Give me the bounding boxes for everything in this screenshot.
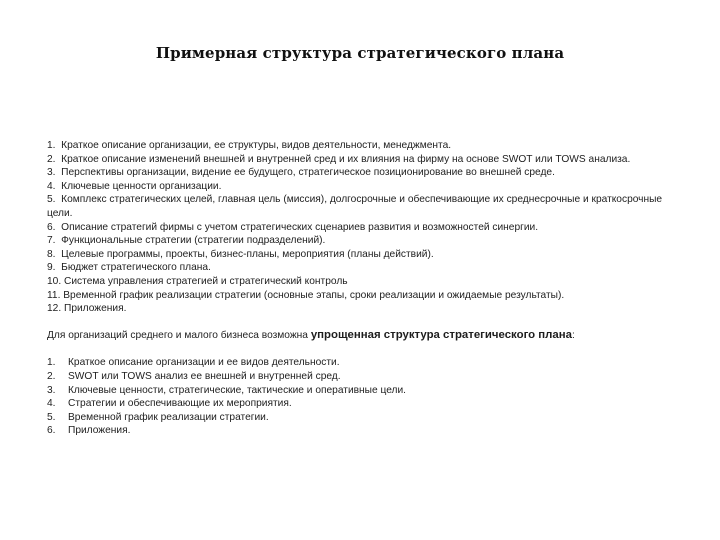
item-number: 2. bbox=[47, 153, 62, 165]
full-structure-list bbox=[47, 139, 677, 316]
item-number: 5. bbox=[47, 194, 62, 206]
item-number: 2. bbox=[47, 370, 56, 382]
list-item bbox=[47, 384, 677, 398]
list-item bbox=[47, 302, 677, 316]
list-item bbox=[47, 289, 677, 303]
item-text: Приложения. bbox=[68, 425, 131, 437]
list-item bbox=[47, 370, 677, 384]
slide-title: Примерная структура стратегического плана bbox=[155, 44, 565, 62]
item-number: 8. bbox=[47, 248, 62, 260]
item-text: Описание стратегий фирмы с учетом стратегических сценариев развития и возможностей синергии. bbox=[61, 221, 539, 233]
item-number: 9. bbox=[47, 262, 62, 274]
item-text: Краткое описание изменений внешней и внутренней сред и их влияния на фирму на основе SWOT или TOWS анализа. bbox=[61, 153, 631, 165]
item-text: Краткое описание организации, ее структуры, видов деятельности, менеджмента. bbox=[61, 140, 452, 151]
intro-suffix: : bbox=[571, 329, 575, 341]
item-text: Система управления стратегией и стратегический контроль bbox=[64, 275, 348, 287]
list-item bbox=[47, 221, 677, 235]
list-item bbox=[47, 234, 677, 248]
list-item bbox=[47, 424, 677, 438]
intro-emphasis: упрощенная структура стратегического плана bbox=[310, 328, 572, 341]
item-number: 1. bbox=[47, 140, 62, 151]
item-text: Краткое описание организации и ее видов деятельности. bbox=[68, 357, 340, 369]
item-number: 1. bbox=[47, 357, 56, 369]
item-number: 11. bbox=[47, 289, 64, 301]
list-item bbox=[47, 193, 677, 220]
item-number: 6. bbox=[47, 425, 56, 437]
list-item bbox=[47, 166, 677, 180]
item-number: 10. bbox=[47, 275, 64, 287]
list-item bbox=[47, 139, 677, 153]
item-number: 12. bbox=[47, 303, 64, 315]
intro-prefix: Для организаций среднего и малого бизнеса возможна bbox=[47, 329, 311, 341]
list-item bbox=[47, 153, 677, 167]
item-text: SWOT или TOWS анализ ее внешней и внутренней сред. bbox=[68, 370, 341, 382]
list-item bbox=[47, 261, 677, 275]
item-text: Перспективы организации, видение ее будущего, стратегическое позиционирование во внешней среде. bbox=[61, 167, 555, 179]
item-text: Ключевые ценности, стратегические, тактические и оперативные цели. bbox=[68, 384, 407, 396]
item-text: Бюджет стратегического плана. bbox=[61, 262, 211, 274]
list-item bbox=[47, 275, 677, 289]
list-item bbox=[47, 180, 677, 194]
item-text: Временной график реализации стратегии (основные этапы, сроки реализации и ожидаемые результаты). bbox=[63, 289, 565, 301]
list-item bbox=[47, 248, 677, 262]
item-number: 4. bbox=[47, 398, 56, 410]
simplified-structure-list bbox=[47, 356, 677, 438]
simplified-intro bbox=[47, 329, 677, 343]
item-text: Временной график реализации стратегии. bbox=[68, 411, 269, 423]
item-number: 5. bbox=[47, 411, 56, 423]
item-number: 4. bbox=[47, 180, 62, 192]
item-number: 3. bbox=[47, 167, 62, 179]
item-number: 6. bbox=[47, 221, 62, 233]
item-text: Стратегии и обеспечивающие их мероприятия. bbox=[68, 398, 292, 410]
item-text: Ключевые ценности организации. bbox=[61, 180, 222, 192]
list-item bbox=[47, 397, 677, 411]
item-text: Комплекс стратегических целей, главная цель (миссия), долгосрочные и обеспечивающие их среднесрочные и краткосрочные цели. bbox=[47, 194, 663, 219]
list-item bbox=[47, 356, 677, 370]
item-text: Целевые программы, проекты, бизнес-планы, мероприятия (планы действий). bbox=[61, 248, 434, 260]
item-text: Приложения. bbox=[64, 303, 127, 315]
slide-content bbox=[47, 139, 677, 438]
item-number: 7. bbox=[47, 235, 62, 247]
list-item bbox=[47, 411, 677, 425]
item-number: 3. bbox=[47, 384, 56, 396]
item-text: Функциональные стратегии (стратегии подразделений). bbox=[61, 235, 326, 247]
